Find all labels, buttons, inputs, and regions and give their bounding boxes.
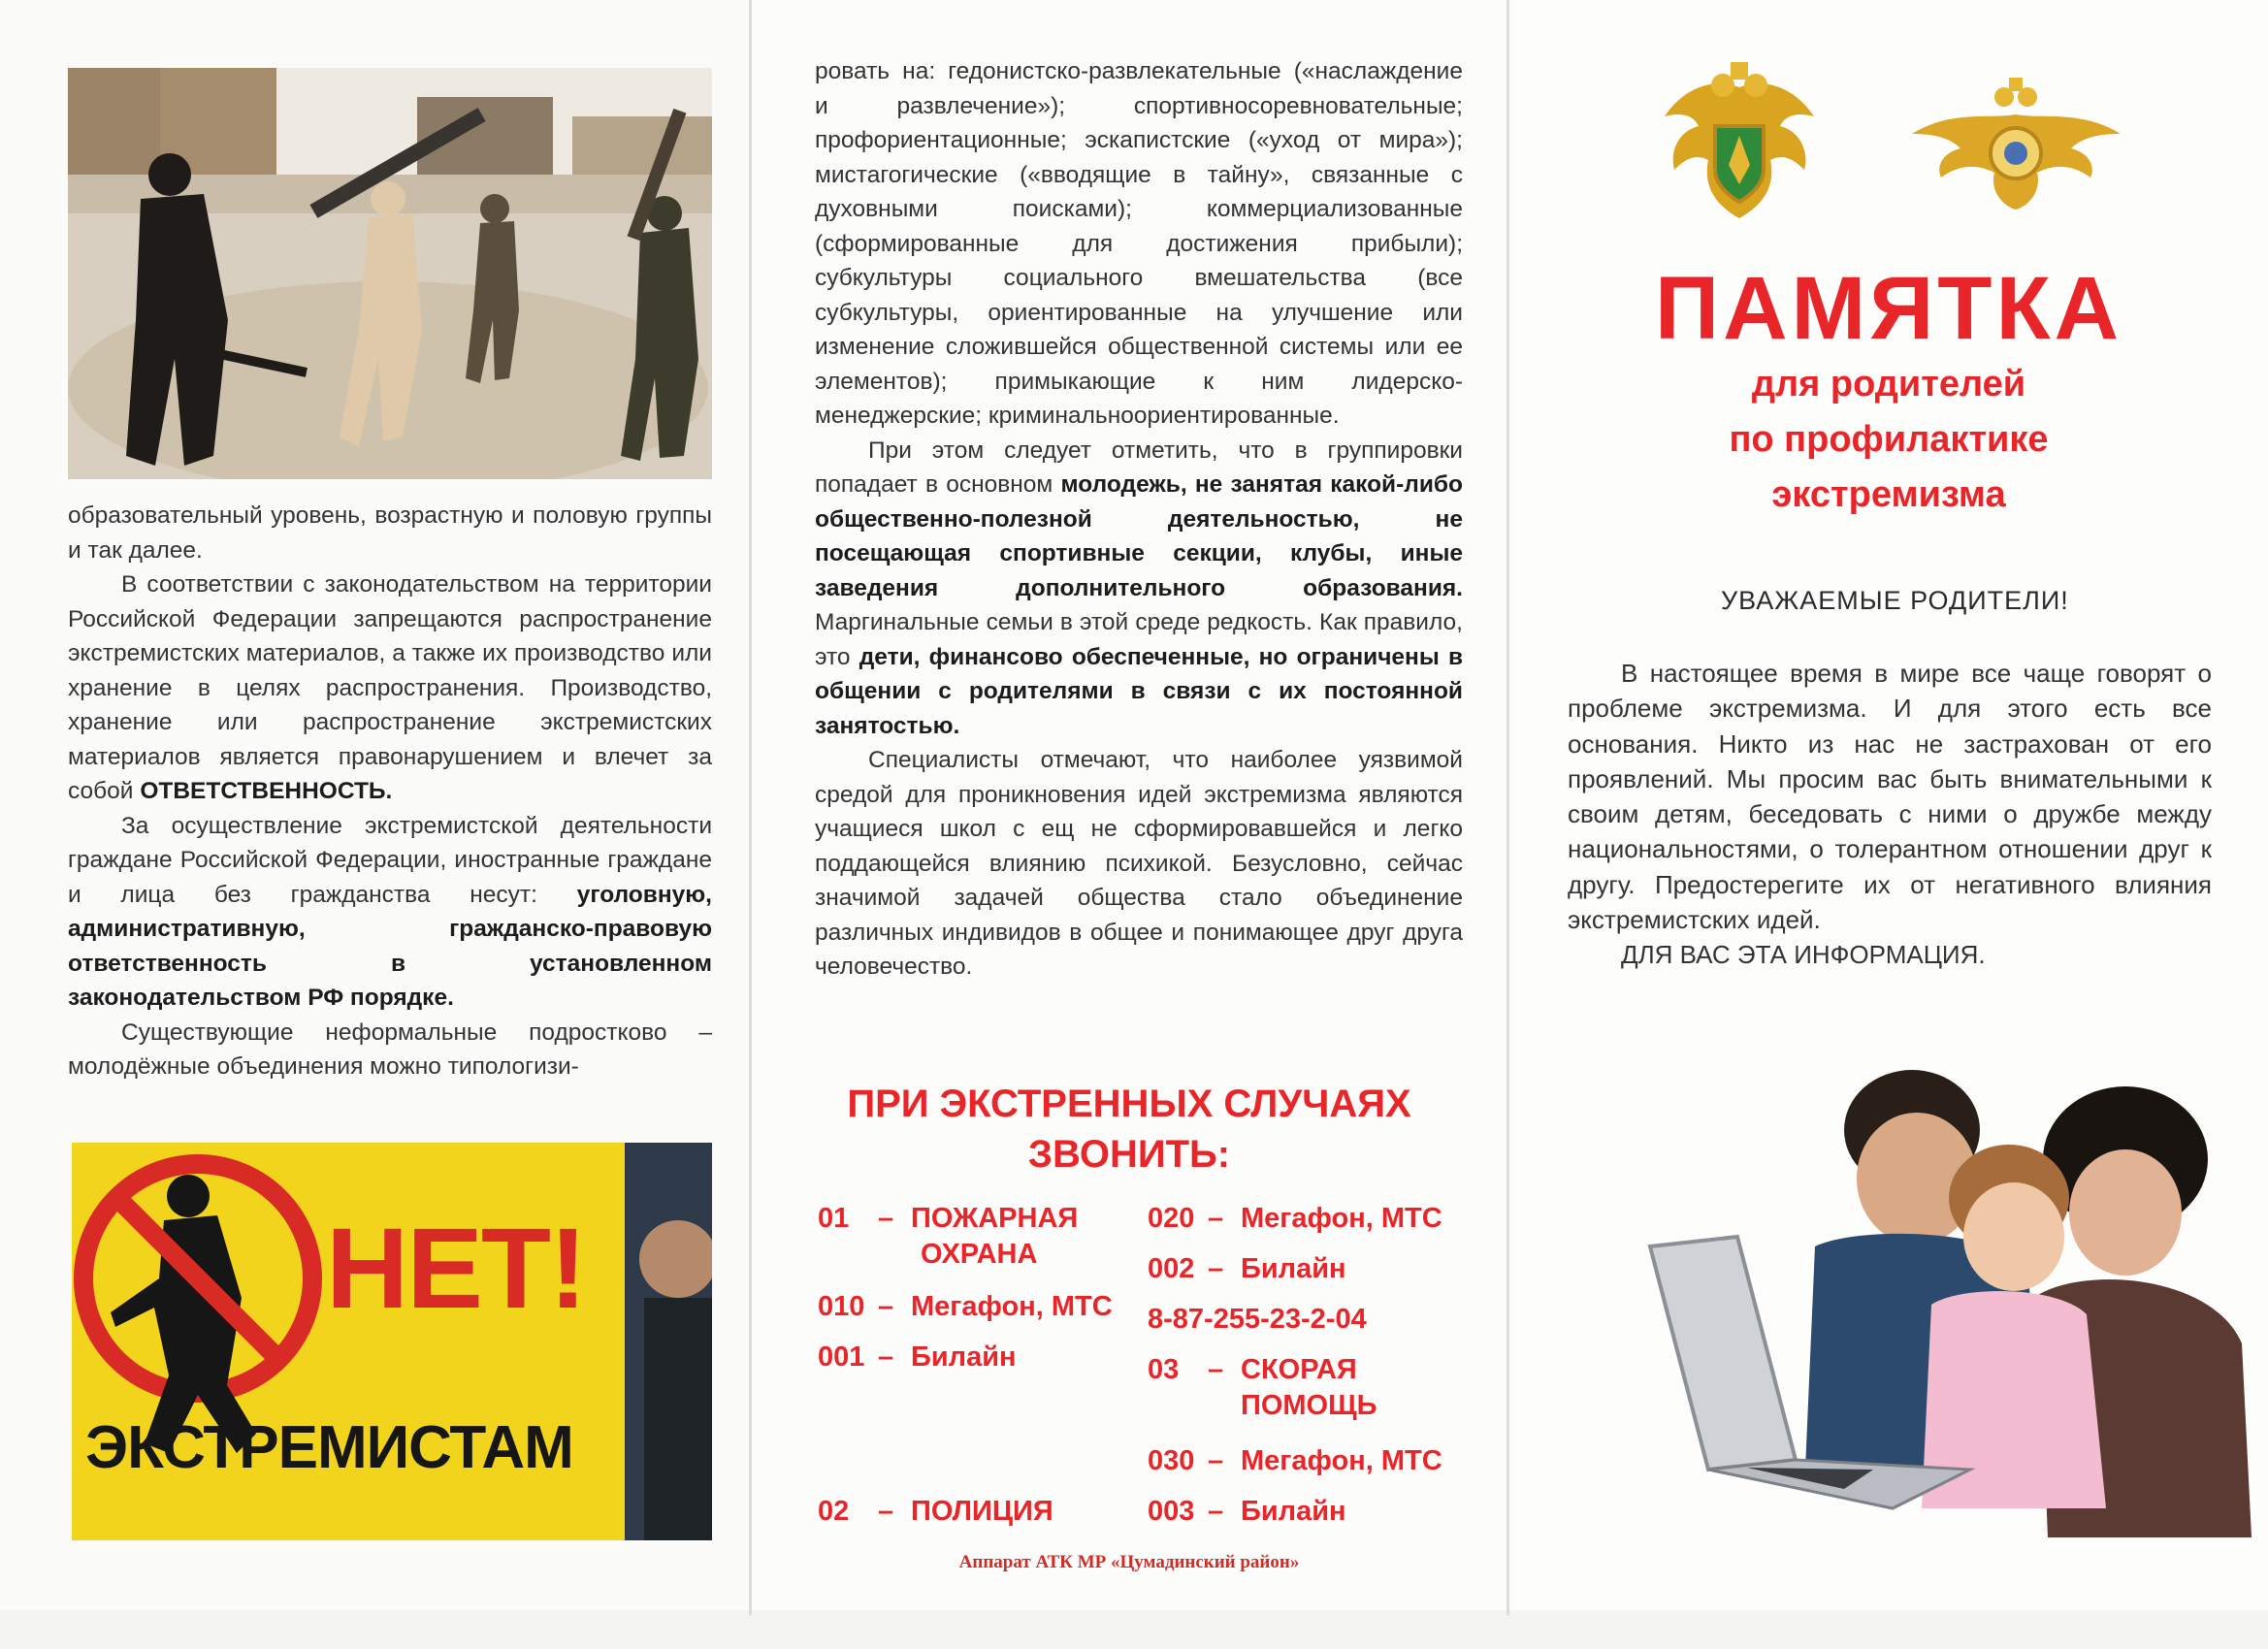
paragraph-responsibility <box>68 809 712 1016</box>
youth-bold: молодежь, не занятая какой-либо общественно-полезной деятельностью, не посещающая спортивные секции, клубы, иные заведения дополнительного образования. <box>815 471 1463 601</box>
contact-label: Билайн <box>911 1342 1017 1373</box>
contact-ambulance <box>1148 1352 1357 1388</box>
paragraph-intro: В настоящее время в мире все чаще говорят о проблеме экстремизма. И для этого есть все основания. Никто из нас не застрахован от его проявлений. Мы просим вас быть внимательными к своим детям, беседовать с ними о дружбе между национальностями, о толерантном отношении друг к другу. Предостерегите их от негативного влияния экстремистских идей. <box>1568 659 2212 935</box>
contact-dash: – <box>878 1496 894 1527</box>
contact-label: СКОРАЯ <box>1241 1354 1357 1385</box>
paragraph-youth <box>815 434 1463 744</box>
contact-number: 030 <box>1148 1445 1195 1476</box>
emergency-contacts <box>818 1201 1487 1531</box>
subtitle-line-1: для родителей <box>1751 364 2026 404</box>
militants-illustration <box>68 68 712 479</box>
emergency-line-1: ПРИ ЭКСТРЕННЫХ СЛУЧАЯХ <box>847 1083 1411 1125</box>
contact-dash: – <box>878 1342 894 1373</box>
cover-title: ПАМЯТКА <box>1654 259 2123 358</box>
contact-police <box>818 1494 1053 1530</box>
contact-020 <box>1148 1201 1442 1237</box>
contact-label: Билайн <box>1241 1253 1346 1284</box>
contact-dash: – <box>1208 1496 1224 1527</box>
contact-010 <box>818 1289 1113 1325</box>
contact-number: 010 <box>818 1291 865 1322</box>
contact-fire <box>818 1201 1078 1237</box>
family-illustration <box>1582 1052 2261 1537</box>
contact-number: 03 <box>1148 1354 1180 1385</box>
law-bold: ОТВЕТСТВЕННОСТЬ. <box>140 778 393 804</box>
responsibility-bold: уголовную, административную, гражданско-правовую ответственность в установленном законодательством РФ порядке. <box>68 881 712 1011</box>
contact-dash: – <box>878 1203 894 1234</box>
greeting: УВАЖАЕМЫЕ РОДИТЕЛИ! <box>1721 586 2069 615</box>
youth-mid: Маргинальные семьи в этой среде редкость. Как правило, это <box>815 609 1463 670</box>
contact-number: 001 <box>818 1342 865 1373</box>
contact-dash: – <box>1208 1203 1224 1234</box>
youth-text: При этом следует отметить, что в группировки попадает в основном <box>815 436 1463 498</box>
contact-002 <box>1148 1251 1346 1287</box>
cover-subtitle <box>1509 357 2268 523</box>
panel1-text <box>68 499 712 1084</box>
responsibility-text: За осуществление экстремистской деятельности граждане Российской Федерации, иностранные граждане и лица без гражданства несут: <box>68 812 712 908</box>
footer-org: Аппарат АТК МР «Цумадинский район» <box>958 1552 1300 1572</box>
panel3-text <box>1568 656 2212 973</box>
contact-number: 003 <box>1148 1496 1195 1527</box>
contact-003 <box>1148 1494 1346 1530</box>
panel-left <box>0 0 749 1610</box>
poster-word: НЕТ! <box>326 1205 586 1333</box>
contact-dash: – <box>1208 1253 1224 1284</box>
contact-label: Билайн <box>1241 1496 1346 1527</box>
contact-fire-line-2: ОХРАНА <box>921 1239 1038 1270</box>
emblem-police-eagle-icon <box>1912 76 2121 211</box>
no-extremists-poster <box>72 1143 712 1540</box>
contact-dash: – <box>1208 1354 1224 1385</box>
contact-label: ПОЛИЦИЯ <box>911 1496 1053 1527</box>
poster-caption: ЭКСТРЕМИСТАМ <box>85 1414 573 1481</box>
panel-middle <box>752 0 1507 1610</box>
emergency-heading <box>771 1079 1487 1180</box>
militants-photo <box>68 68 712 479</box>
contact-label: Мегафон, МТС <box>1241 1445 1442 1476</box>
panel-cover <box>1509 0 2268 1610</box>
contact-001 <box>818 1340 1017 1375</box>
paragraph-specialists: Специалисты отмечают, что наиболее уязвимой средой для проникновения идей экстремизма являются учащиеся школ с ещ не сформировавшейся и легко поддающейся влиянию психикой. Безусловно, сейчас значимой задачей общества стало объединение различных индивидов в общее и понимающее друг друга человечество. <box>815 747 1463 980</box>
family-laptop-photo <box>1582 1052 2261 1537</box>
contact-label: Мегафон, МТС <box>1241 1203 1442 1234</box>
contact-dash: – <box>878 1291 894 1322</box>
paragraph-continuation: образовательный уровень, возрастную и половую группы и так далее. <box>68 502 712 564</box>
panel2-text <box>815 54 1463 985</box>
contact-dash: – <box>1208 1445 1224 1476</box>
contact-label: Мегафон, МТС <box>911 1291 1113 1322</box>
emblem-double-eagle-icon <box>1655 58 1825 228</box>
contact-number: 02 <box>818 1496 850 1527</box>
paragraph-law <box>68 567 712 809</box>
youth-bold-2: дети, финансово обеспеченные, но ограничены в общении с родителями в связи с их постоянной занятостью. <box>815 643 1464 739</box>
paragraph-groups: Существующие неформальные подростково – молодёжные объединения можно типологизи- <box>68 1018 712 1080</box>
law-text: В соответствии с законодательством на территории Российской Федерации запрещаются распространение экстремистских материалов, а также их производство или хранение в целях распространения. Производство, хранение или распространение экстремистских материалов является правонарушением и влечет за собой <box>68 571 712 804</box>
emergency-line-2: ЗВОНИТЬ: <box>1027 1133 1231 1176</box>
contact-030 <box>1148 1443 1442 1479</box>
paragraph-info: ДЛЯ ВАС ЭТА ИНФОРМАЦИЯ. <box>1621 940 1986 970</box>
contact-ambulance-line-2: ПОМОЩЬ <box>1241 1390 1377 1421</box>
contact-number: 002 <box>1148 1253 1195 1284</box>
contact-number: 01 <box>818 1203 850 1234</box>
contact-label: ПОЖАРНАЯ <box>911 1203 1079 1234</box>
contact-phone: 8-87-255-23-2-04 <box>1148 1304 1367 1335</box>
subtitle-line-3: экстремизма <box>1771 474 2006 515</box>
paragraph-types: ровать на: гедонистско-развлекательные («наслаждение и развлечение»); спортивносоревновательные; профориентационные; эскапистские («уход от мира»); мистагогические («вводящие в тайну», связанные с духовными поисками); коммерциализованные (сформированные для достижения прибыли); субкультуры социального вмешательства (все субкультуры, ориентированные на улучшение или изменение сложившейся общественной системы или ее элементов); примыкающие к ним лидерско-менеджерские; криминальноориентированные. <box>815 58 1463 429</box>
subtitle-line-2: по профилактике <box>1729 419 2049 460</box>
contact-number: 020 <box>1148 1203 1195 1234</box>
